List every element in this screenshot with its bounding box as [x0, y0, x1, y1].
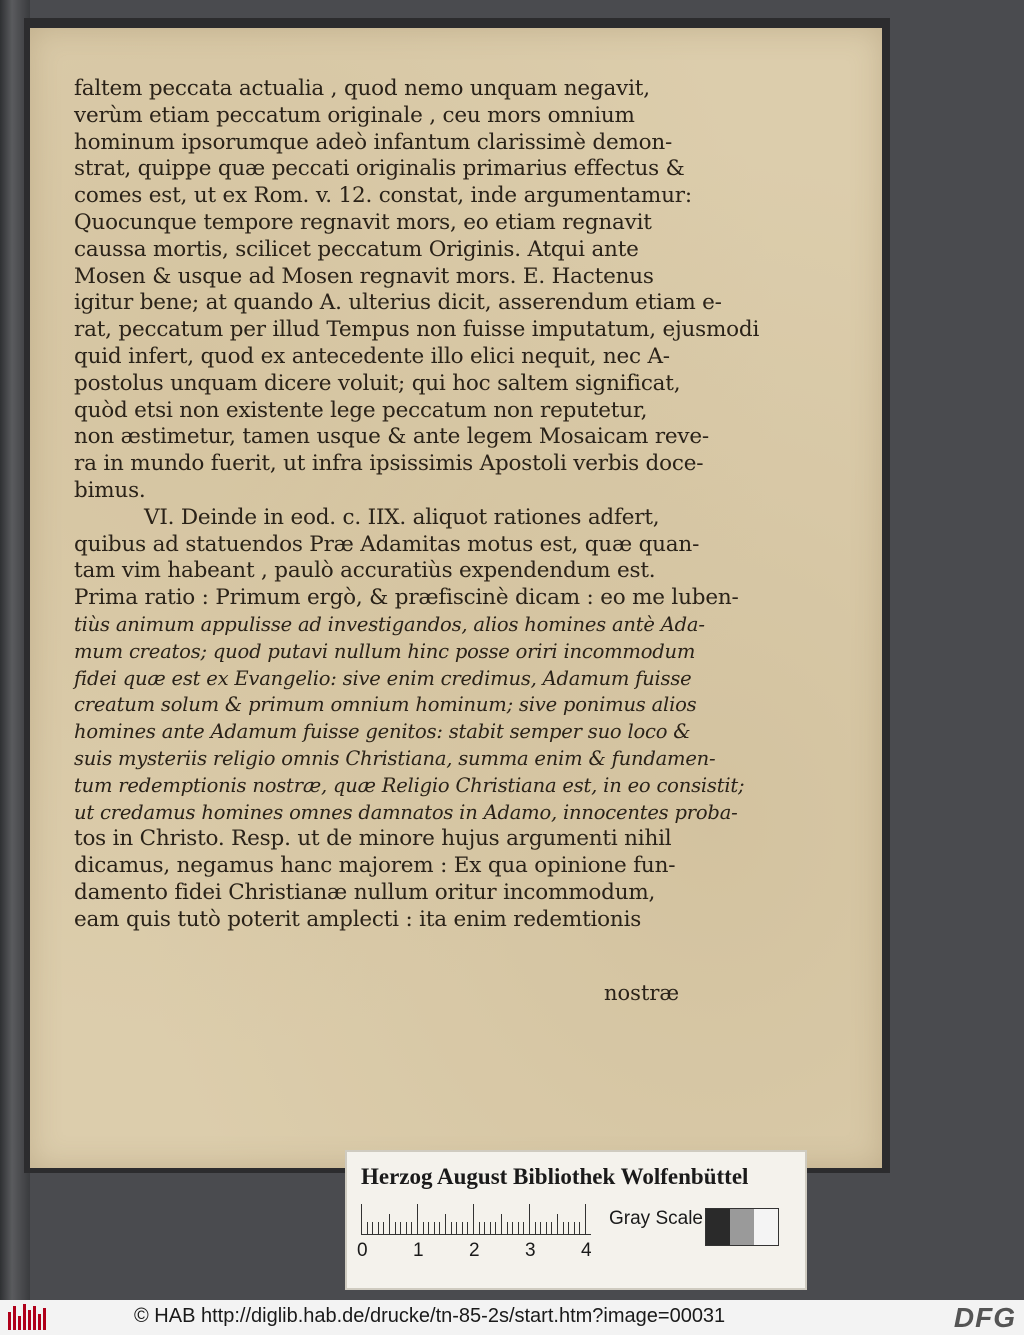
footer-bar — [0, 1300, 1024, 1335]
text-line: suis mysteriis religio omnis Christiana, summa enim & fundamen- — [74, 746, 716, 770]
logo-bar — [23, 1304, 26, 1330]
ruler-tick — [479, 1222, 480, 1234]
ruler-tick — [484, 1222, 485, 1234]
logo-bar — [18, 1316, 21, 1330]
text-line: quòd etsi non existente lege peccatum non reputetur, — [74, 397, 648, 423]
text-line: VI. Deinde in eod. c. IIX. aliquot rationes adfert, — [144, 504, 660, 530]
ruler-tick — [473, 1204, 474, 1234]
gray-scale-swatches — [705, 1208, 779, 1246]
ruler-tick — [372, 1222, 373, 1234]
logo-bar — [28, 1310, 31, 1330]
text-line: postolus unquam dicere voluit; qui hoc saltem significat, — [74, 370, 681, 396]
ruler-tick — [434, 1222, 435, 1234]
ruler-tick — [551, 1222, 552, 1234]
text-line: comes est, ut ex Rom. v. 12. constat, inde argumentamur: — [74, 183, 692, 209]
text-line: caussa mortis, scilicet peccatum Originis. Atqui ante — [74, 236, 639, 262]
text-line: quibus ad statuendos Præ Adamitas motus est, quæ quan- — [74, 531, 700, 557]
ruler-tick — [540, 1222, 541, 1234]
ruler-tick — [389, 1214, 390, 1234]
ruler-tick — [378, 1222, 379, 1234]
ruler-tick — [467, 1222, 468, 1234]
text-line: faltem peccata actualia , quod nemo unquam negavit, — [74, 76, 650, 101]
text-line: bimus. — [74, 477, 146, 503]
text-line: tiùs animum appulisse ad investigandos, alios homines antè Ada- — [74, 612, 705, 636]
logo-bar — [33, 1306, 36, 1330]
text-line: Mosen & usque ad Mosen regnavit mors. E. Hactenus — [74, 263, 654, 289]
ruler-tick — [445, 1214, 446, 1234]
ruler-number: 1 — [413, 1240, 424, 1261]
ruler-tick — [456, 1222, 457, 1234]
text-line: verùm etiam peccatum originale , ceu mors omnium — [74, 102, 635, 128]
ruler-tick — [411, 1222, 412, 1234]
ruler-tick — [507, 1222, 508, 1234]
ruler-tick — [501, 1214, 502, 1234]
text-line: creatum solum & primum omnium hominum; sive ponimus alios — [74, 693, 697, 717]
text-line: non æstimetur, tamen usque & ante legem Mosaicam reve- — [74, 424, 709, 450]
text-line: igitur bene; at quando A. ulterius dicit, asserendum etiam e- — [74, 290, 722, 316]
text-line: ut credamus homines omnes damnatos in Adamo, innocentes proba- — [74, 800, 738, 824]
text-line: tum redemptionis nostræ, quæ Religio Christiana est, in eo consistit; — [74, 773, 745, 797]
ruler-tick — [451, 1222, 452, 1234]
ruler-tick — [574, 1222, 575, 1234]
ruler-tick — [518, 1222, 519, 1234]
text-line: Prima ratio : Primum ergò, & præfiscinè dicam : eo me luben- — [74, 585, 739, 611]
ruler-tick — [579, 1222, 580, 1234]
dfg-logo: DFG — [953, 1302, 1016, 1333]
ruler-tick — [428, 1222, 429, 1234]
ruler-tick — [568, 1222, 569, 1234]
gray-swatch — [754, 1209, 778, 1245]
scale-ruler — [361, 1202, 591, 1235]
text-line: strat, quippe quæ peccati originalis primarius effectus & — [74, 156, 685, 182]
ruler-number: 3 — [525, 1240, 536, 1261]
ruler-number: 2 — [469, 1240, 480, 1261]
ruler-tick — [495, 1222, 496, 1234]
library-name: Herzog August Bibliothek Wolfenbüttel — [361, 1164, 749, 1189]
text-line: eam quis tutò poterit amplecti : ita enim redemtionis — [74, 906, 642, 932]
text-line: damento fidei Christianæ nullum oritur incommodum, — [74, 879, 656, 905]
ruler-tick — [529, 1204, 530, 1234]
text-line: dicamus, negamus hanc majorem : Ex qua opinione fun- — [74, 853, 676, 879]
ruler-tick — [563, 1222, 564, 1234]
ruler-tick — [585, 1204, 586, 1234]
text-line: tos in Christo. Resp. ut de minore hujus argumenti nihil — [74, 826, 672, 852]
library-stamp — [345, 1150, 807, 1290]
ruler-tick — [367, 1222, 368, 1234]
ruler-tick — [512, 1222, 513, 1234]
ruler-tick — [439, 1222, 440, 1234]
scanned-page — [30, 28, 882, 1168]
ruler-tick — [406, 1222, 407, 1234]
text-line: homines ante Adamum fuisse genitos: stabit semper suo loco & — [74, 720, 691, 744]
text-line: fidei quæ est ex Evangelio: sive enim credimus, Adamum fuisse — [74, 666, 692, 690]
hab-logo-icon — [8, 1304, 48, 1330]
copyright-url[interactable]: © HAB http://diglib.hab.de/drucke/tn-85-2s/start.htm?image=00031 — [134, 1305, 726, 1327]
text-line: mum creatos; quod putavi nullum hinc posse oriri incommodum — [74, 639, 696, 663]
ruler-tick — [417, 1204, 418, 1234]
logo-bar — [38, 1314, 41, 1330]
text-line: quid infert, quod ex antecedente illo elici nequit, nec A- — [74, 343, 670, 369]
text-line: hominum ipsorumque adeò infantum clarissimè demon- — [74, 129, 673, 155]
logo-bar — [13, 1306, 16, 1330]
ruler-tick — [423, 1222, 424, 1234]
text-line: tam vim habeant , paulò accuratiùs expendendum est. — [74, 558, 656, 584]
ruler-tick — [400, 1222, 401, 1234]
ruler-tick — [383, 1222, 384, 1234]
text-line: ra in mundo fuerit, ut infra ipsissimis Apostoli verbis doce- — [74, 451, 704, 477]
ruler-number: 0 — [357, 1240, 368, 1261]
ruler-tick — [490, 1222, 491, 1234]
ruler-number: 4 — [581, 1240, 592, 1261]
gray-swatch — [706, 1209, 730, 1245]
ruler-tick — [557, 1214, 558, 1234]
ruler-tick — [361, 1204, 362, 1234]
ruler-tick — [462, 1222, 463, 1234]
ruler-tick — [523, 1222, 524, 1234]
ruler-tick — [395, 1222, 396, 1234]
gray-swatch — [730, 1209, 754, 1245]
ruler-tick — [546, 1222, 547, 1234]
logo-bar — [8, 1312, 11, 1330]
text-line: Quocunque tempore regnavit mors, eo etiam regnavit — [74, 209, 652, 235]
text-line: rat, peccatum per illud Tempus non fuisse imputatum, ejusmodi — [74, 317, 760, 343]
catchword: nostræ — [604, 981, 680, 1005]
logo-bar — [43, 1308, 46, 1330]
ruler-tick — [535, 1222, 536, 1234]
page-text — [74, 76, 760, 934]
gray-scale-label: Gray Scale — [609, 1208, 703, 1229]
